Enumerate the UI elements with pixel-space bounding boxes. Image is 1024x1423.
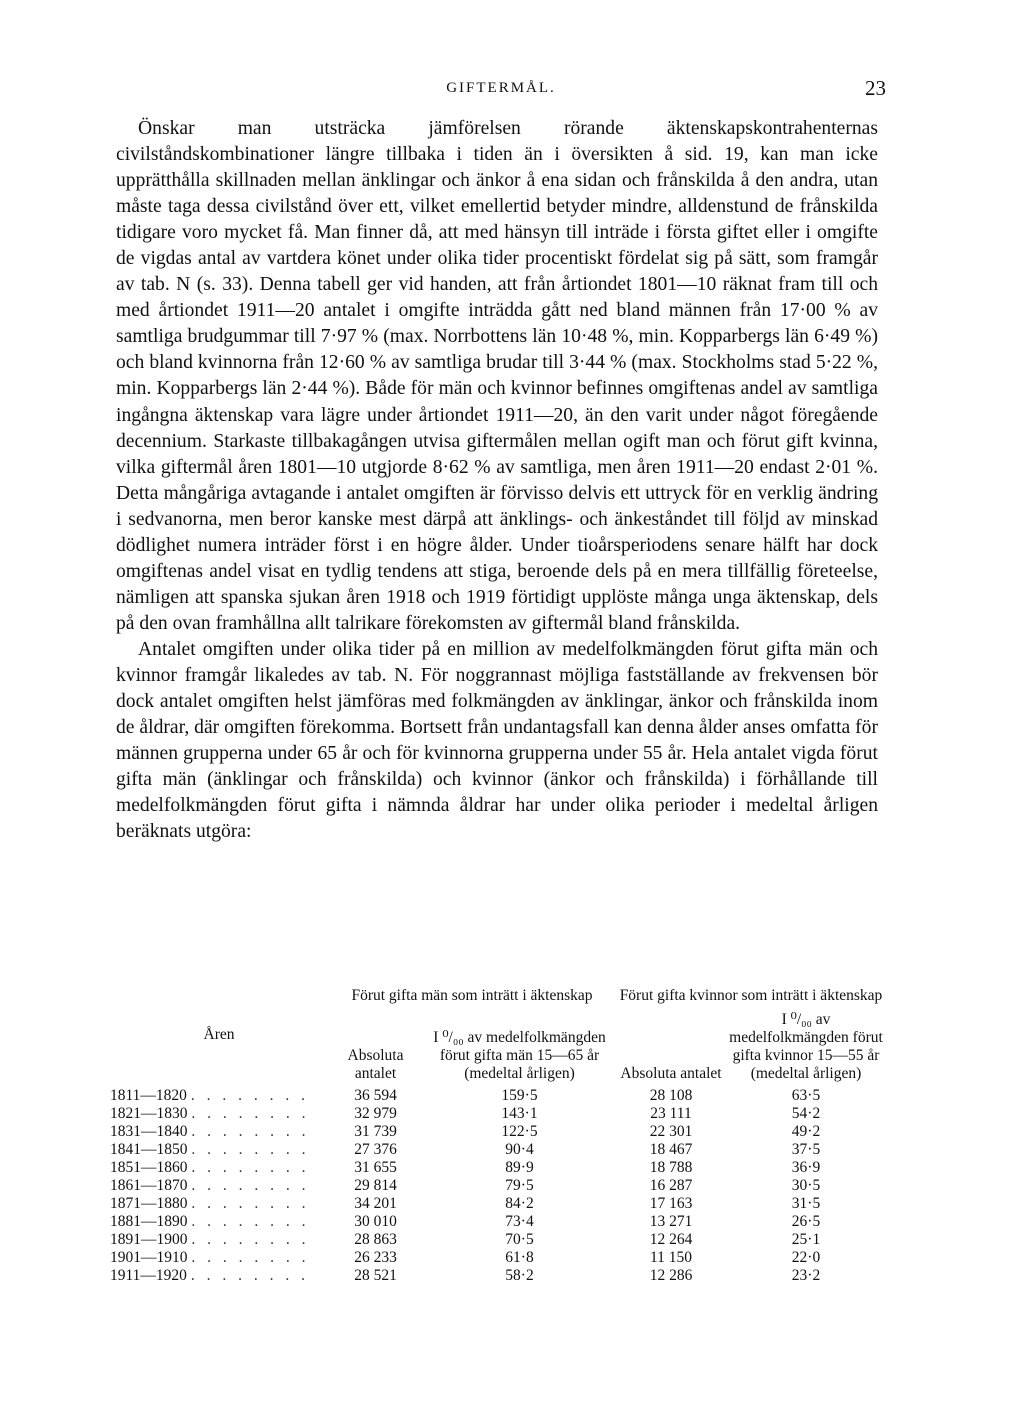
women-absolute-header: Absoluta antalet (620, 1065, 722, 1082)
table-body (110, 1083, 886, 1285)
leader-dots: . . . . . . . . (191, 1195, 310, 1212)
row-years: 1911—1920 (110, 1267, 187, 1284)
row-women-absolute: 17 163 (649, 1195, 693, 1212)
row-women-rate: 26·5 (791, 1213, 821, 1230)
leader-dots: . . . . . . . . (190, 1087, 309, 1104)
row-years: 1811—1820 (110, 1087, 187, 1104)
row-years: 1821—1830 (110, 1105, 188, 1122)
row-women-rate: 36·9 (791, 1159, 821, 1176)
row-women-absolute: 13 271 (649, 1213, 693, 1230)
row-women-rate: 37·5 (791, 1141, 821, 1158)
row-men-absolute: 28 521 (354, 1267, 397, 1284)
page-number: 23 (865, 76, 886, 100)
row-women-absolute: 12 286 (649, 1267, 693, 1284)
row-men-absolute: 26 233 (354, 1249, 397, 1266)
table-row (110, 1105, 886, 1123)
row-women-rate: 30·5 (791, 1177, 821, 1194)
table-row (110, 1213, 886, 1231)
leader-dots: . . . . . . . . (191, 1213, 310, 1230)
row-women-absolute: 11 150 (649, 1249, 693, 1266)
row-men-absolute: 30 010 (354, 1213, 397, 1230)
row-women-absolute: 18 788 (649, 1159, 693, 1176)
row-years: 1831—1840 (110, 1123, 188, 1140)
women-group-header: Förut gifta kvinnor som inträtt i äktenskap (619, 987, 883, 1004)
running-title: GIFTERMÅL. (446, 80, 556, 96)
table-row (110, 1159, 886, 1177)
table-row (110, 1231, 886, 1249)
leader-dots: . . . . . . . . (191, 1249, 310, 1266)
row-men-absolute: 31 739 (354, 1123, 397, 1140)
row-years: 1881—1890 (110, 1213, 188, 1230)
row-men-rate: 61·8 (505, 1249, 534, 1266)
row-years: 1891—1900 (110, 1231, 188, 1248)
years-header: Åren (203, 1026, 235, 1043)
row-women-absolute: 22 301 (649, 1123, 693, 1140)
men-rate-header: I ⁰/₀₀ av medelfolkmängden förut gifta män 15—65 år (medeltal årligen) (433, 1029, 606, 1082)
row-women-absolute: 16 287 (649, 1177, 693, 1194)
table-row (110, 1083, 886, 1105)
paragraph-remarriage-frequency: Antalet omgiften under olika tider på en million av medelfolkmängden förut gifta män och kvinnor framgår likaledes av tab. N. För noggrannast möjliga fastställande av frekvensen bör dock antalet omgiften helst jämföras med folkmängden av änklingar, änkor och frånskilda inom de åldrar, där omgiften förekomma. Bortsett från undantagsfall kan denna ålder anses omfatta för männen grupperna under 65 år och för kvinnorna grupperna under 55 år. Hela antalet vigda förut gifta män (änklingar och frånskilda) och kvinnor (änkor och frånskilda) i förhållande till medelfolkmängden förut gifta i nämnda åldrar har under olika perioder i medeltal årligen beräknats utgöra: (116, 638, 878, 843)
women-rate-header: I ⁰/₀₀ av medelfolkmängden förut gifta kvinnor 15—55 år (medeltal årligen) (729, 1011, 883, 1082)
row-women-rate: 49·2 (791, 1123, 821, 1140)
table-row (110, 1195, 886, 1213)
row-women-absolute: 18 467 (649, 1141, 693, 1158)
row-women-rate: 63·5 (791, 1087, 821, 1104)
row-men-rate: 122·5 (501, 1123, 538, 1140)
row-men-absolute: 34 201 (354, 1195, 397, 1212)
remarriage-table-wrap (110, 987, 886, 1285)
row-men-absolute: 36 594 (354, 1087, 397, 1104)
row-men-rate: 89·9 (505, 1159, 534, 1176)
row-men-rate: 143·1 (501, 1105, 538, 1122)
row-men-rate: 159·5 (501, 1087, 538, 1104)
row-men-absolute: 28 863 (354, 1231, 397, 1248)
row-years: 1901—1910 (110, 1249, 188, 1266)
table-row (110, 1249, 886, 1267)
leader-dots: . . . . . . . . (190, 1267, 309, 1284)
remarriage-table (110, 987, 886, 1285)
row-women-rate: 23·2 (791, 1267, 821, 1284)
row-men-rate: 90·4 (505, 1141, 534, 1158)
row-years: 1871—1880 (110, 1195, 188, 1212)
leader-dots: . . . . . . . . (191, 1123, 310, 1140)
row-women-rate: 31·5 (791, 1195, 821, 1212)
paragraph-remarriage-trend: Önskar man utsträcka jämförelsen rörande äktenskapskontrahenternas civilståndskombinationer längre tillbaka i tiden än i översikten å sid. 19, kan man icke upprätthålla skillnaden mellan änklingar och änkor å ena sidan och frånskilda å den andra, utan måste taga dessa civilstånd över ett, vilket emellertid betyder mindre, alldenstund de frånskilda tidigare voro mycket få. Man finner då, att med hänsyn till inträde i första giftet eller i omgifte de vigdas antal av vartdera könet under olika tider procentiskt fördelat sig på sätt, som framgår av tab. N (s. 33). Denna tabell ger vid handen, att från årtiondet 1801—10 räknat fram till och med årtiondet 1911—20 antalet i omgifte inträdda gått ned bland männen från 17·00 % av samtliga brudgummar till 7·97 % (max. Norrbottens län 10·48 %, min. Kopparbergs län 6·49 %) och bland kvinnorna från 12·60 % av samtliga brudar till 3·44 % (max. Stockholms stad 5·22 %, min. Kopparbergs län 2·44 %). Både för män och kvinnor befinnes omgiftenas andel av samtliga ingångna äktenskap vara lägre under årtiondet 1911—20, än den varit under något föregående decennium. Starkaste tillbakagången utvisa giftermålen mellan ogift man och förut gift kvinna, vilka giftermål åren 1801—10 utgjorde 8·62 % av samtliga, men åren 1911—20 endast 2·01 %. Detta mångåriga avtagande i antalet omgiften är förvisso delvis ett uttryck för en verklig ändring i sedvanorna, men beror kanske mest därpå att änklings- och änkeståndet till följd av minskad dödlighet numera inträder först i en högre ålder. Under tioårsperiodens senare hälft har dock omgiftenas andel visat en tydlig tendens att stiga, beroende dels på en mera tillfällig företeelse, nämligen att spanska sjukan åren 1918 och 1919 förtidigt upplöste många unga äktenskap, dels på den ovan framhållna allt talrikare förekomsten av giftermål bland frånskilda. (116, 118, 878, 634)
leader-dots: . . . . . . . . (191, 1105, 310, 1122)
running-head (116, 78, 886, 100)
row-women-absolute: 23 111 (650, 1105, 692, 1122)
row-women-absolute: 12 264 (649, 1231, 693, 1248)
row-women-absolute: 28 108 (649, 1087, 693, 1104)
row-men-rate: 70·5 (505, 1231, 534, 1248)
row-years: 1861—1870 (110, 1177, 188, 1194)
body-text (116, 116, 878, 845)
row-men-rate: 84·2 (505, 1195, 534, 1212)
men-absolute-header: Absoluta antalet (347, 1047, 404, 1082)
men-group-header: Förut gifta män som inträtt i äktenskap (351, 987, 593, 1004)
row-men-absolute: 31 655 (354, 1159, 397, 1176)
leader-dots: . . . . . . . . (191, 1231, 310, 1248)
table-row (110, 1267, 886, 1285)
row-women-rate: 54·2 (791, 1105, 821, 1122)
row-men-rate: 79·5 (505, 1177, 534, 1194)
row-women-rate: 25·1 (791, 1231, 821, 1248)
row-men-absolute: 27 376 (354, 1141, 397, 1158)
leader-dots: . . . . . . . . (191, 1177, 310, 1194)
row-men-absolute: 32 979 (354, 1105, 397, 1122)
row-years: 1851—1860 (110, 1159, 188, 1176)
leader-dots: . . . . . . . . (191, 1159, 310, 1176)
table-row (110, 1141, 886, 1159)
row-years: 1841—1850 (110, 1141, 188, 1158)
table-row (110, 1123, 886, 1141)
row-women-rate: 22·0 (791, 1249, 821, 1266)
row-men-rate: 73·4 (505, 1213, 534, 1230)
row-men-rate: 58·2 (505, 1267, 534, 1284)
row-men-absolute: 29 814 (354, 1177, 397, 1194)
leader-dots: . . . . . . . . (191, 1141, 310, 1158)
table-row (110, 1177, 886, 1195)
